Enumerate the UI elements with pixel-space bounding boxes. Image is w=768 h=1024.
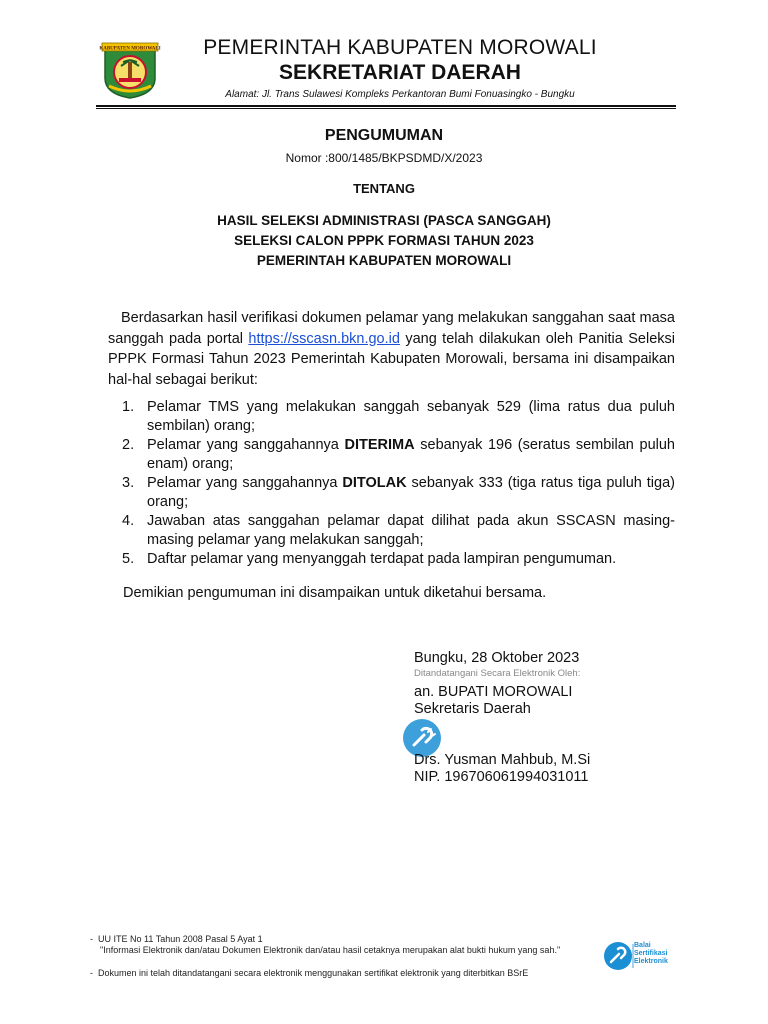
list-item-text: Pelamar yang sanggahannya <box>147 437 345 453</box>
announcement-title: PENGUMUMAN <box>324 127 444 144</box>
svg-text:KABUPATEN MOROWALI: KABUPATEN MOROWALI <box>99 46 161 52</box>
announcement-about: TENTANG <box>353 181 415 196</box>
letterhead-rule-thin <box>96 108 676 109</box>
bsre-logo-text <box>634 942 668 966</box>
footer-signature-note <box>90 968 528 979</box>
government-name: PEMERINTAH KABUPATEN MOROWALI <box>203 36 597 59</box>
subject-line-1: HASIL SELEKSI ADMINISTRASI (PASCA SANGGAH) <box>217 213 551 228</box>
digital-signature-note: Ditandatangani Secara Elektronik Oleh: <box>414 668 581 679</box>
subject-line-2: SELEKSI CALON PPPK FORMASI TAHUN 2023 <box>234 233 534 248</box>
footer-dash: - <box>90 934 93 944</box>
list-item <box>122 398 675 436</box>
list-item-number: 1. <box>122 399 135 415</box>
list-item <box>122 512 675 550</box>
signature-on-behalf: an. BUPATI MOROWALI <box>414 684 573 700</box>
subject-line-3: PEMERINTAH KABUPATEN MOROWALI <box>256 253 512 268</box>
footer-law-quote: "Informasi Elektronik dan/atau Dokumen Elektronik dan/atau hasil cetaknya merupakan alat bukti hukum yang sah." <box>100 945 561 955</box>
signatory-nip: NIP. 196706061994031011 <box>414 769 589 785</box>
signatory-name: Drs. Yusman Mahbub, M.Si <box>414 752 591 768</box>
list-item <box>122 474 675 512</box>
footer-dash: - <box>90 968 93 978</box>
footer-law-reference <box>90 934 263 945</box>
closing-sentence: Demikian pengumuman ini disampaikan untuk diketahui bersama. <box>123 585 547 601</box>
list-item-number: 4. <box>122 513 135 529</box>
signature-role: Sekretaris Daerah <box>414 701 531 717</box>
list-item-text-after: sebanyak 333 (tiga ratus tiga puluh tiga) orang; <box>147 475 675 510</box>
list-item-text: Daftar pelamar yang menyanggah terdapat pada lampiran pengumuman. <box>147 551 617 567</box>
findings-list <box>122 398 675 569</box>
letterhead-rule-thick <box>96 105 676 107</box>
accepted-label: DITERIMA <box>344 437 415 453</box>
list-item <box>122 436 675 474</box>
announcement-number: Nomor :800/1485/BKPSDMD/X/2023 <box>285 151 483 165</box>
footer-note-text: Dokumen ini telah ditandatangani secara elektronik menggunakan sertifikat elektronik yang diterbitkan BSrE <box>98 968 529 978</box>
list-item-text: Pelamar yang sanggahannya <box>147 475 343 491</box>
list-item-text: Pelamar TMS yang melakukan sanggah sebanyak 529 (lima ratus dua puluh sembilan) orang; <box>147 399 675 434</box>
bsre-line-1: Balai <box>634 942 651 949</box>
intro-paragraph <box>108 308 675 390</box>
intro-text-before-link: Berdasarkan hasil verifikasi dokumen pelamar yang melakukan sanggahan saat masa sanggah pada portal <box>108 310 675 347</box>
list-item-number: 2. <box>122 437 135 453</box>
bsre-line-2: Sertifikasi <box>634 950 668 957</box>
list-item-number: 5. <box>122 551 135 567</box>
office-name: SEKRETARIAT DAERAH <box>279 61 521 84</box>
list-item-text-after: sebanyak 196 (seratus sembilan puluh enam) orang; <box>147 437 675 472</box>
signature-place-date: Bungku, 28 Oktober 2023 <box>414 650 580 666</box>
footer-law-text: UU ITE No 11 Tahun 2008 Pasal 5 Ayat 1 <box>98 934 263 944</box>
list-item <box>122 550 675 569</box>
intro-text-after-link: yang telah dilakukan oleh Panitia Seleksi PPPK Formasi Tahun 2023 Pemerintah Kabupaten Morowali, bersama ini disampaikan hal-hal sebagai berikut: <box>108 330 675 388</box>
office-address: Alamat: Jl. Trans Sulawesi Kompleks Perkantoran Bumi Fonuasingko - Bungku <box>225 89 575 100</box>
bsre-line-3: Elektronik <box>634 958 668 965</box>
list-item-text: Jawaban atas sanggahan pelamar dapat dilihat pada akun SSCASN masing-masing pelamar yang melakukan sanggah; <box>147 513 675 548</box>
rejected-label: DITOLAK <box>342 475 407 491</box>
sscasn-link[interactable]: https://sscasn.bkn.go.id <box>248 330 400 347</box>
list-item-number: 3. <box>122 475 135 491</box>
